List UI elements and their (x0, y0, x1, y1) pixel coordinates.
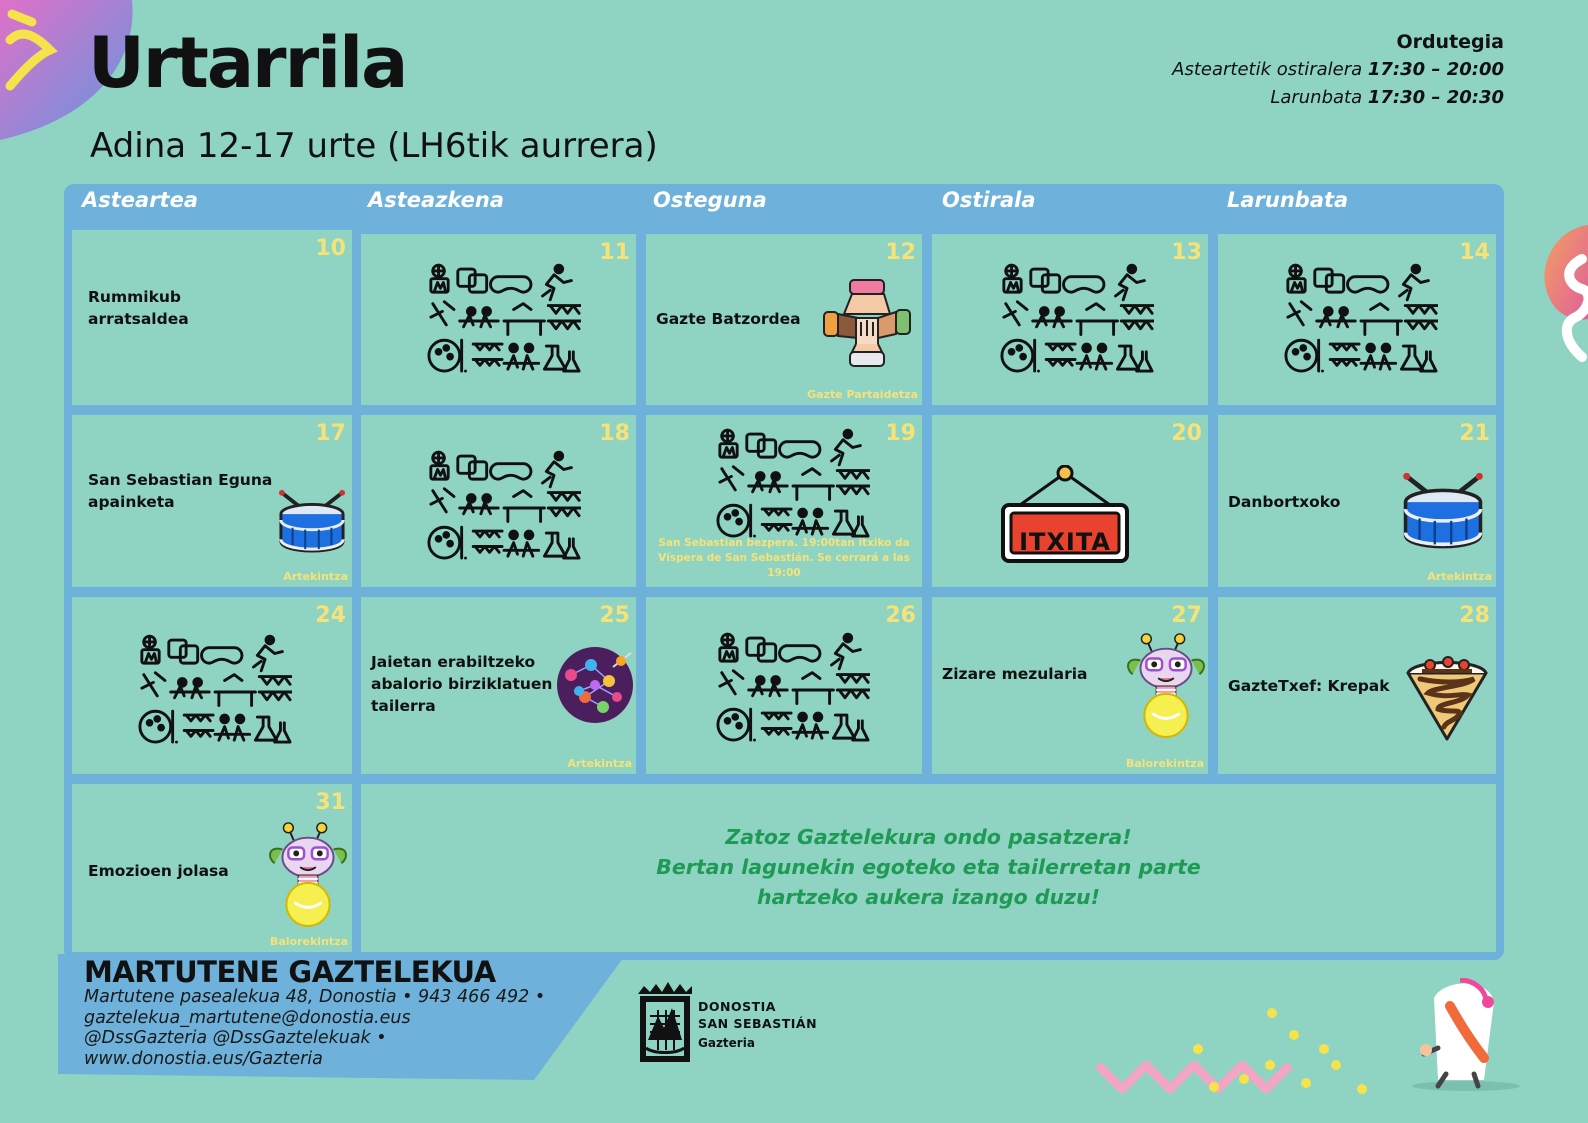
event-title: Danbortxoko (1228, 493, 1341, 511)
day-number: 14 (1459, 240, 1490, 265)
day-number: 31 (315, 790, 346, 815)
activities-collage-icon (716, 631, 870, 749)
calendar-day-17 (72, 415, 352, 587)
day-number: 17 (315, 421, 346, 446)
day-number: 20 (1171, 421, 1202, 446)
activities-collage-icon (716, 427, 870, 545)
worm-mascot-icon (1126, 631, 1206, 739)
age-subtitle: Adina 12-17 urte (LH6tik aurrera) (90, 126, 658, 166)
activities-collage-icon (138, 633, 292, 751)
day-number: 26 (885, 603, 916, 628)
calendar-day-20 (932, 415, 1208, 587)
closing-message-panel (361, 784, 1496, 952)
event-note: San Sebastian bezpera. 19:00tan itxiko da Víspera de San Sebastián. Se cerrará a las 19:00 (658, 537, 910, 579)
event-category: Balorekintza (1125, 757, 1204, 770)
calendar-day-14 (1218, 234, 1496, 405)
hours-label: Larunbata (1270, 87, 1363, 108)
event-title: Zizare mezularia (942, 665, 1088, 683)
contact-info (84, 987, 545, 1069)
calendar-day-21 (1218, 415, 1496, 587)
worm-mascot-icon (268, 820, 348, 928)
calendar-day-10 (72, 230, 352, 405)
website: www.donostia.eus/Gazteria (84, 1048, 323, 1069)
page-title: Urtarrila (88, 22, 407, 104)
activities-collage-icon (427, 449, 581, 567)
hours-time: 17:30 – 20:30 (1367, 87, 1504, 108)
event-title: GazteTxef: Krepak (1228, 677, 1390, 695)
calendar-day-18 (361, 415, 636, 587)
calendar-day-24 (72, 597, 352, 774)
day-number: 27 (1171, 603, 1202, 628)
crepe-icon (1402, 653, 1492, 743)
event-category: Artekintza (1427, 570, 1492, 583)
day-number: 12 (885, 240, 916, 265)
day-header-thursday: Osteguna (653, 188, 767, 212)
closed-sign-text: ITXITA (1019, 528, 1111, 556)
social-handles: @DssGazteria @DssGaztelekuak • (84, 1028, 387, 1048)
calendar-day-27 (932, 597, 1208, 774)
email: gaztelekua_martutene@donostia.eus (84, 1007, 411, 1028)
day-number: 24 (315, 603, 346, 628)
hours-title: Ordutegia (1396, 31, 1504, 53)
event-category: Gazte Partaidetza (807, 388, 918, 401)
opening-hours (1172, 28, 1504, 112)
day-header-tuesday: Asteartea (82, 188, 199, 212)
day-number: 18 (599, 421, 630, 446)
closing-message: Zatoz Gaztelekura ondo pasatzera! Bertan lagunekin egoteko eta tailerretan parte hartzeko aukera izango duzu! (656, 825, 1201, 909)
day-number: 21 (1459, 421, 1490, 446)
city-logo-subtitle: Gazteria (698, 1036, 755, 1050)
hours-row (1172, 56, 1504, 84)
drum-icon (278, 485, 346, 553)
activities-collage-icon (1000, 262, 1154, 380)
event-title: Jaietan erabiltzeko abalorio birziklatuen tailerra (371, 653, 553, 715)
day-header-friday: Ostirala (942, 188, 1036, 212)
day-number: 19 (885, 421, 916, 446)
day-number: 28 (1459, 603, 1490, 628)
hours-label: Asteartetik ostiralera (1172, 59, 1363, 80)
city-logo-text: DONOSTIA SAN SEBASTIÁN (698, 999, 818, 1031)
calendar-day-13 (932, 234, 1208, 405)
day-number: 25 (599, 603, 630, 628)
zigzag-decoration (1094, 1005, 1384, 1105)
day-number: 11 (599, 240, 630, 265)
day-number: 13 (1171, 240, 1202, 265)
mascot-illustration (1404, 978, 1524, 1093)
hours-time: 17:30 – 20:00 (1367, 59, 1504, 80)
beads-icon (555, 645, 635, 725)
hands-together-icon (822, 278, 912, 368)
calendar-day-25 (361, 597, 636, 774)
calendar-day-11 (361, 234, 636, 405)
event-title: San Sebastian Eguna apainketa (88, 471, 273, 511)
day-number: 10 (315, 236, 346, 261)
day-header-wednesday: Asteazkena (368, 188, 505, 212)
event-title: Emozioen jolasa (88, 862, 229, 880)
hours-row (1172, 84, 1504, 112)
event-title: Rummikub arratsaldea (88, 288, 189, 328)
address: Martutene pasealekua 48, Donostia • 943 466 492 • (84, 987, 546, 1007)
activities-collage-icon (427, 262, 581, 380)
event-category: Artekintza (283, 570, 348, 583)
event-category: Balorekintza (269, 935, 348, 948)
side-decoration (1542, 225, 1588, 375)
calendar-day-26 (646, 597, 922, 774)
city-logo-icon (638, 980, 692, 1066)
event-title: Gazte Batzordea (656, 310, 801, 328)
calendar-day-31 (72, 784, 352, 952)
organization-name: MARTUTENE GAZTELEKUA (84, 955, 496, 989)
activities-collage-icon (1284, 262, 1438, 380)
event-category: Artekintza (567, 757, 632, 770)
calendar-day-12 (646, 234, 922, 405)
drum-icon (1402, 467, 1484, 549)
day-header-saturday: Larunbata (1227, 188, 1349, 212)
calendar-day-28 (1218, 597, 1496, 774)
calendar-day-19 (646, 415, 922, 587)
